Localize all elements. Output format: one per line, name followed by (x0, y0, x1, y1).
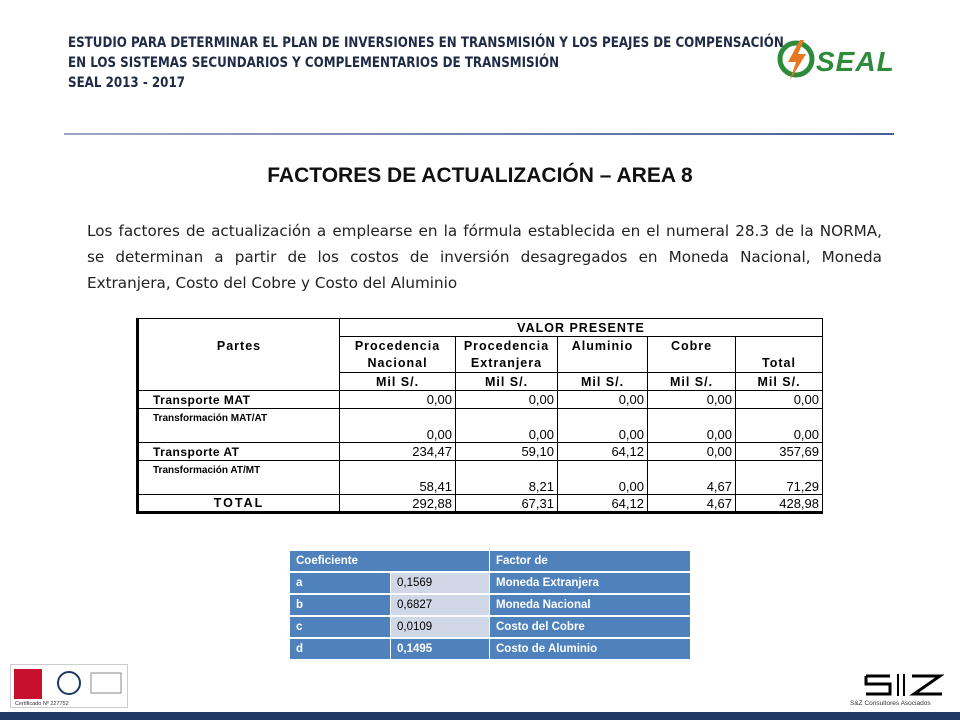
table-cell: 428,98 (736, 495, 823, 513)
table-cell: 0,00 (648, 391, 736, 409)
page-title: FACTORES DE ACTUALIZACIÓN – AREA 8 (267, 164, 693, 187)
table-row (138, 409, 823, 443)
table-cell: 71,29 (736, 461, 823, 495)
coef-row (290, 573, 691, 593)
coef-row (290, 617, 691, 637)
unit-cell: Mil S/. (736, 373, 823, 391)
table-cell: 67,31 (456, 495, 558, 513)
table-cell: 0,00 (558, 409, 648, 443)
unit-cell: Mil S/. (456, 373, 558, 391)
valor-presente-table (136, 318, 823, 514)
col-header-aluminio: Aluminio (558, 337, 648, 355)
table-cell: 0,00 (736, 391, 823, 409)
coef-header: Coeficiente (290, 551, 490, 571)
table-cell: 64,12 (558, 495, 648, 513)
sz-logo (864, 672, 944, 698)
table-cell: 64,12 (558, 443, 648, 461)
coef-factor: Moneda Extranjera (490, 573, 691, 593)
coef-letter: a (290, 573, 391, 593)
table-cell: 0,00 (648, 443, 736, 461)
col-header-nacional-1: Procedencia (340, 337, 456, 355)
coef-value: 0,0109 (391, 617, 490, 637)
table-cell: 0,00 (340, 409, 456, 443)
table-cell: 0,00 (736, 409, 823, 443)
col-header-nacional-2: Nacional (340, 355, 456, 373)
table-cell: 0,00 (558, 391, 648, 409)
coef-value: 0,1569 (391, 573, 490, 593)
table-cell: 4,67 (648, 495, 736, 513)
document-header (68, 33, 784, 93)
table-cell: 8,21 (456, 461, 558, 495)
intro-paragraph: Los factores de actualización a emplearse en la fórmula establecida en el numeral 28.3 de la NORMA, se determinan a partir de los costos de inversión desagregados en Moneda Nacional, Moneda Extranjera, Costo del Cobre y Costo del Aluminio (87, 222, 882, 292)
table-cell: 234,47 (340, 443, 456, 461)
header-divider (64, 133, 894, 135)
coef-factor: Costo de Aluminio (490, 639, 691, 659)
table-total-row (138, 495, 823, 513)
unit-cell: Mil S/. (558, 373, 648, 391)
coef-letter: d (290, 639, 391, 659)
col-header-extranjera-1: Procedencia (456, 337, 558, 355)
table-cell: 0,00 (340, 391, 456, 409)
seal-logo-text: SEAL (816, 46, 895, 77)
partes-header: Partes (138, 337, 340, 355)
coeficiente-table (290, 549, 691, 661)
coef-row (290, 595, 691, 615)
col-header-extranjera-2: Extranjera (456, 355, 558, 373)
table-cell: 292,88 (340, 495, 456, 513)
col-header-cobre: Cobre (648, 337, 736, 355)
coef-factor: Costo del Cobre (490, 617, 691, 637)
bottom-bar (0, 712, 960, 720)
table-cell: 0,00 (558, 461, 648, 495)
coef-letter: b (290, 595, 391, 615)
row-label: Transporte MAT (138, 391, 340, 409)
seal-logo (776, 34, 896, 84)
table-row (138, 391, 823, 409)
row-label: Transformación AT/MT (138, 461, 340, 495)
table-cell: 0,00 (456, 409, 558, 443)
coef-value: 0,1495 (391, 639, 490, 659)
total-label: TOTAL (138, 495, 340, 513)
header-line-2: EN LOS SISTEMAS SECUNDARIOS Y COMPLEMENTARIOS DE TRANSMISIÓN (68, 55, 560, 71)
table-cell: 0,00 (456, 391, 558, 409)
certification-text: Certificado Nº 227752 (15, 701, 69, 707)
valor-presente-header: VALOR PRESENTE (340, 319, 823, 337)
col-header-total: Total (736, 355, 823, 373)
table-row (138, 443, 823, 461)
table-cell: 357,69 (736, 443, 823, 461)
coef-factor: Moneda Nacional (490, 595, 691, 615)
coef-letter: c (290, 617, 391, 637)
coef-row (290, 639, 691, 659)
header-line-1: ESTUDIO PARA DETERMINAR EL PLAN DE INVERSIONES EN TRANSMISIÓN Y LOS PEAJES DE COMPENSACIÓN (68, 35, 784, 51)
table-cell: 0,00 (648, 409, 736, 443)
coef-value: 0,6827 (391, 595, 490, 615)
table-cell: 59,10 (456, 443, 558, 461)
header-line-3: SEAL 2013 - 2017 (68, 75, 186, 91)
seal-emblem-icon (776, 34, 820, 84)
unit-cell: Mil S/. (648, 373, 736, 391)
unit-cell: Mil S/. (340, 373, 456, 391)
factor-header: Factor de (490, 551, 691, 571)
row-label: Transporte AT (138, 443, 340, 461)
sz-caption: S&Z Consultores Asociados (850, 700, 931, 707)
row-label: Transformación MAT/AT (138, 409, 340, 443)
table-row (138, 461, 823, 495)
table-cell: 4,67 (648, 461, 736, 495)
sz-logo-icon (864, 672, 944, 698)
certification-badge (10, 664, 128, 708)
table-cell: 58,41 (340, 461, 456, 495)
